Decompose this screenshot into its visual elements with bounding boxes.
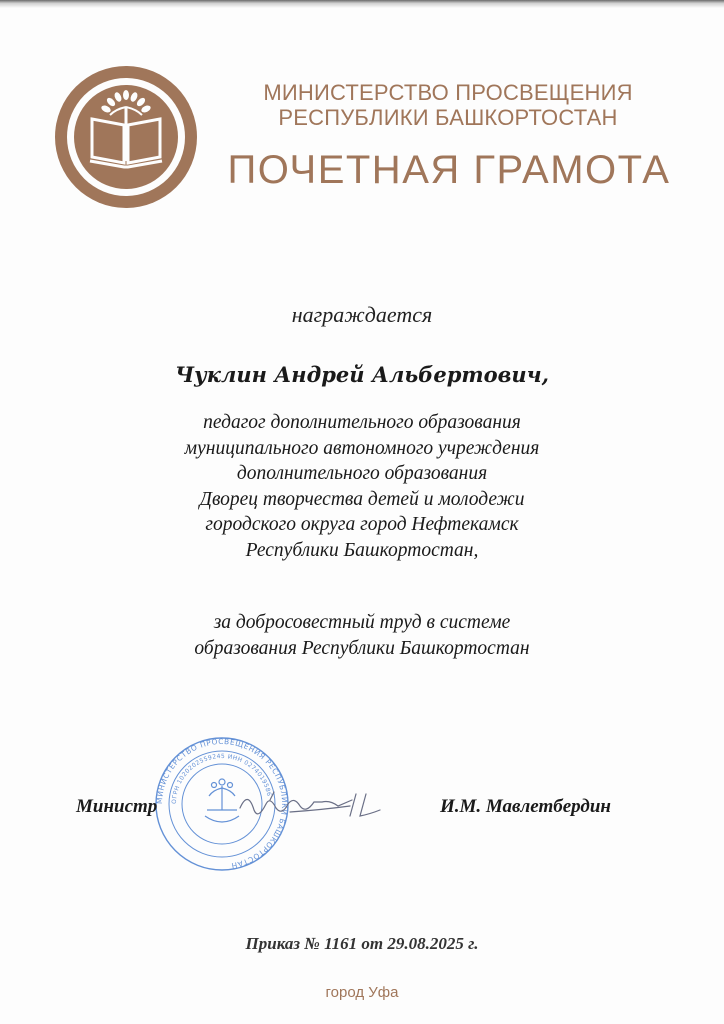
ministry-heading — [232, 80, 664, 130]
minister-title: Министр — [76, 796, 158, 817]
award-reason — [0, 610, 724, 661]
position-line: Дворец творчества детей и молодежи — [199, 488, 525, 510]
position-line: городского округа город Нефтекамск — [205, 514, 519, 535]
ministry-line: РЕСПУБЛИКИ БАШКОРТОСТАН — [278, 105, 618, 130]
certificate-title: ПОЧЕТНАЯ ГРАМОТА — [227, 148, 671, 192]
recipient-position — [0, 410, 724, 563]
scan-edge-shadow — [0, 0, 724, 8]
awarded-label: награждается — [291, 302, 433, 327]
position-line: дополнительного образования — [236, 463, 488, 484]
minister-name: И.М. Мавлетбердин — [440, 796, 611, 817]
stamp-outer-text: МИНИСТЕРСТВО ПРОСВЕЩЕНИЯ РЕСПУБЛИКИ БАШКОРТОСТАН — [154, 736, 290, 871]
ministry-line: МИНИСТЕРСТВО ПРОСВЕЩЕНИЯ — [263, 80, 633, 105]
order-reference: Приказ № 1161 от 29.08.2025 г. — [245, 934, 479, 953]
reason-line: за добросовестный труд в системе — [213, 612, 511, 633]
reason-line: образования Республики Башкортостан — [194, 637, 530, 659]
education-emblem-icon — [52, 63, 200, 211]
position-line: Республики Башкортостан, — [245, 539, 479, 561]
position-line: муниципального автономного учреждения — [184, 437, 540, 459]
recipient-name: Чуклин Андрей Альбертович, — [175, 362, 549, 387]
city-label: город Уфа — [325, 984, 399, 1001]
position-line: педагог дополнительного образования — [203, 412, 521, 433]
handwritten-signature — [230, 780, 410, 830]
stamp-inner-text: ОГРН 1020202559245 ИНН 0274019586 — [170, 752, 273, 805]
